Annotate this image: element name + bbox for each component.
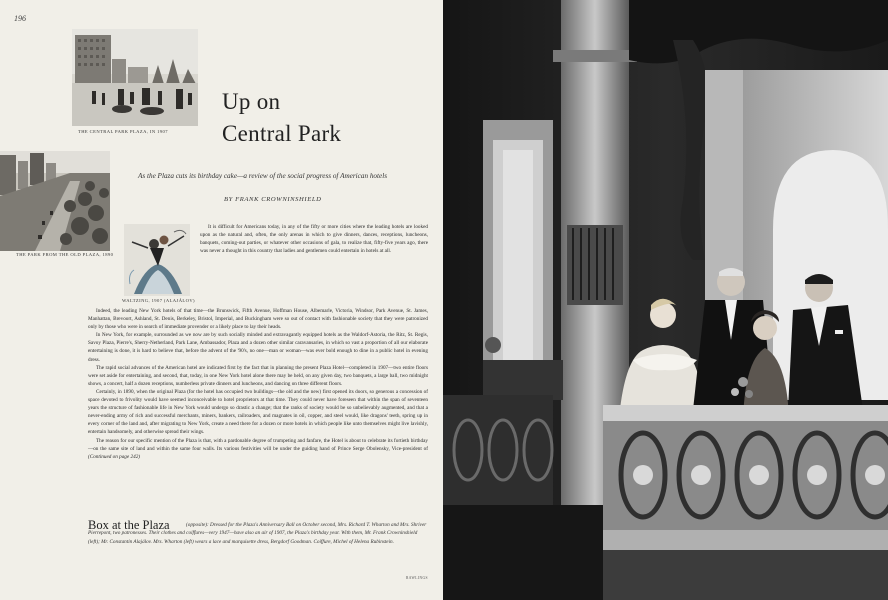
body-paragraph-5: Certainly, in 1890, when the original Plaza (for the hotel has occupied two buildings—the old and the new) first opened its doors, so generous a concession of space devoted to frivolity would have seemed inconceivable to hotel proprietors at that time. They could never have foreseen that within the span of seventeen years the structure of fashionable life in New York would undergo so drastic a change; that the ranks of society would be so unbelievably augmented, and that a never-ending army of rich and successful merchants, miners, bankers, railroaders, and magnates in oil, copper, and steel would, like dragons' teeth, spring up in every corner of the land and, after migrating to New York, create a need there for a dozen or more hotels in which people like unto themselves might live lavishly, entertain handsomely, and otherwise spread their wings. <box>88 388 428 436</box>
waltzing-caption: WALTZING, 1907 (ALAJÁLOV) <box>122 298 195 303</box>
park-from-old-plaza-caption: THE PARK FROM THE OLD PLAZA, 1890 <box>16 252 114 257</box>
left-page <box>0 0 443 600</box>
box-caption: (opposite): Dressed for the Plaza's Anniversary Ball on October second, Mrs. Richard T. Wharton and Mrs. Shriver Pierrepont, two patronesses. Their clothes and coiffures—very 1947—have also an air of 1907, the Plaza's birthday year. With them, Mr. Frank Crowninshield (left); Mr. Constantin Alajálov. Mrs. Wharton (left) wears a lace and marquisette dress, Bergdorf Goodman. Coiffure, Michel of Helena Rubinstein. <box>88 522 427 545</box>
photo-credit: RAWLINGS <box>406 576 428 580</box>
waltzing-illustration <box>124 224 190 296</box>
body-paragraph-1: It is difficult for Americans today, in any of the fifty or more cities where the leading hotels are looked upon as the natural and, often, the only arenas in which to give dinners, dances, receptions, luncheons, banquets, coming-out parties, or whatever other occasions of gala, to realize that, fifty-five years ago, there was never a thought in this country that ladies and gentlemen could entertain in hotels at all. <box>200 224 428 255</box>
article-body-top <box>200 223 428 255</box>
article-deck: As the Plaza cuts its birthday cake—a review of the social progress of American hotels <box>138 172 387 180</box>
body-paragraph-6 <box>88 437 428 461</box>
body-paragraph-4: The rapid social advances of the American hotel are indicated first by the fact that in planning the present Plaza Hotel—completed in 1907—two entire floors were set aside for entertaining, and second, that, today, in one New York hotel alone there may be held, on any given day, two banquets, a large ball, two midnight shows, a concert, half a dozen receptions, numberless private dinners and luncheons, and dancing on three different floors. <box>88 364 428 387</box>
article-body-main <box>88 307 428 461</box>
body-paragraph-6-text: The reason for our specific mention of the Plaza is that, with a pardonable degree of trumpeting and fanfare, the Hotel is about to celebrate its fortieth birthday—on the same site of land and within the same four walls. Its various festivities will be under the guiding hand of Prince Serge Obolensky, Vice-president of <box>88 437 428 452</box>
box-heading: Box at the Plaza <box>88 518 170 532</box>
page-number: 196 <box>14 14 26 23</box>
central-park-plaza-photo <box>72 29 198 126</box>
body-paragraph-3: In New York, for example, surrounded as we now are by such socially minded and extravagantly equipped hotels as the Waldorf-Astoria, the Ritz, St. Regis, Savoy Plaza, Pierre's, Sherry-Netherland, Park Lane, Ambassador, Plaza and a dozen other similar caravansaries, in which so vast a proportion of all our elaborate entertaining is done, it is hard to believe that, before the advent of the '90's, no one—man or woman—was ever bold enough to dine in a public hotel in evening dress. <box>88 332 428 363</box>
body-paragraph-2: Indeed, the leading New York hotels of that time—the Brunswick, Fifth Avenue, Hoffman House, Albemarle, Victoria, Windsor, Park Avenue, St. James, Manhattan, Brevoort, Ashland, St. Denis, Berkeley, Bristol, Imperial, and Buckingham were so out of contact with fashionable society that they were patronized only by those who were in search of immediate provender or a likely place to lay their heads. <box>88 308 428 331</box>
box-at-the-plaza-photo <box>443 0 888 600</box>
continued-link[interactable]: (Continued on page 242) <box>88 453 141 460</box>
title-line-1: Up on <box>222 89 281 114</box>
article-byline: BY FRANK CROWNINSHIELD <box>224 196 322 203</box>
park-from-old-plaza-photo <box>0 151 110 251</box>
title-line-2: Central Park <box>222 121 342 146</box>
article-title <box>222 86 341 150</box>
central-park-plaza-caption: THE CENTRAL PARK PLAZA, IN 1907 <box>78 129 168 134</box>
ballroom-box-photograph <box>443 0 888 600</box>
